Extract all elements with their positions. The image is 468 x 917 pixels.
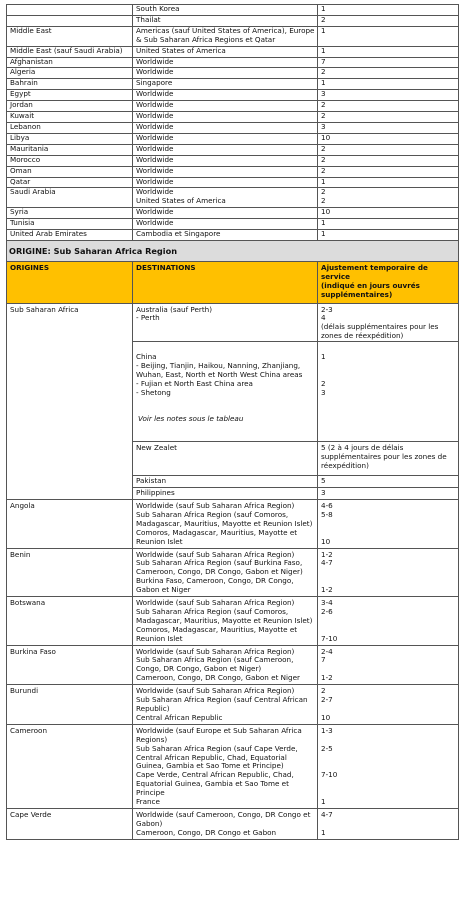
table-row xyxy=(7,57,459,68)
table-row xyxy=(7,15,459,26)
table-row xyxy=(7,122,459,133)
days-cell: 3-4 2-6 7-10 xyxy=(318,597,459,646)
destination-cell: United States of America xyxy=(133,46,318,57)
origin-cell: Botswana xyxy=(7,597,133,646)
destination-cell: Worldwide (sauf Cameroon, Congo, DR Congo et Gabon) Cameroon, Congo, DR Congo et Gabon xyxy=(133,808,318,839)
table-row xyxy=(7,230,459,241)
table-row xyxy=(7,808,459,839)
destination-cell: Worldwide xyxy=(133,90,318,101)
origin-cell: Libya xyxy=(7,133,133,144)
days-cell: 2 2 xyxy=(318,188,459,208)
china-destinations: China - Beijing, Tianjin, Haikou, Nanning, Zhanjiang, Wuhan, East, North et North West China areas - Fujian et North East China area - Shetong xyxy=(136,352,303,397)
days-cell: 1 xyxy=(318,46,459,57)
origin-cell: Benin xyxy=(7,548,133,597)
days-cell: 2 xyxy=(318,15,459,26)
table-row xyxy=(7,166,459,177)
days-cell: 10 xyxy=(318,208,459,219)
destination-cell: Worldwide xyxy=(133,219,318,230)
destination-cell: Thailat xyxy=(133,15,318,26)
table-row xyxy=(7,645,459,685)
destination-cell: Worldwide xyxy=(133,208,318,219)
destination-cell: Worldwide xyxy=(133,68,318,79)
destination-cell: Worldwide United States of America xyxy=(133,188,318,208)
table-row xyxy=(7,144,459,155)
header-destinations: DESTINATIONS xyxy=(133,261,318,303)
days-cell: 2 2-7 10 xyxy=(318,685,459,725)
origin-cell: Tunisia xyxy=(7,219,133,230)
days-cell: 2-3 4 (délais supplémentaires pour les zones de réexpédition) xyxy=(318,303,459,342)
origin-cell: Middle East xyxy=(7,26,133,46)
origin-cell: Egypt xyxy=(7,90,133,101)
header-adjustment: Ajustement temporaire de service (indiqué en jours ouvrés supplémentaires) xyxy=(318,261,459,303)
origin-cell: Morocco xyxy=(7,155,133,166)
origin-cell: Syria xyxy=(7,208,133,219)
origin-cell xyxy=(7,5,133,16)
table-row xyxy=(7,177,459,188)
table-row xyxy=(7,685,459,725)
days-cell: 5 (2 à 4 jours de délais supplémentaires pour les zones de réexpédition) xyxy=(318,442,459,476)
top-rows xyxy=(7,5,459,241)
days-cell: 1-2 4-7 1-2 xyxy=(318,548,459,597)
origin-cell: Qatar xyxy=(7,177,133,188)
origin-cell: Afghanistan xyxy=(7,57,133,68)
table-row xyxy=(7,303,459,342)
destination-cell: Worldwide (sauf Sub Saharan Africa Region) Sub Saharan Africa Region (sauf Comoros, Madagascar, Mauritius, Mayotte et Reunion Islet) Comoros, Madagascar, Mauritius, Mayotte et Reunion Islet xyxy=(133,597,318,646)
days-cell: 2 xyxy=(318,68,459,79)
destination-cell: Worldwide xyxy=(133,57,318,68)
table-row xyxy=(7,208,459,219)
days-cell: 1 xyxy=(318,219,459,230)
days-cell: 1 xyxy=(318,79,459,90)
origin-cell: Mauritania xyxy=(7,144,133,155)
origin-cell: Lebanon xyxy=(7,122,133,133)
destination-cell: Worldwide (sauf Sub Saharan Africa Region) Sub Saharan Africa Region (sauf Central African Republic) Central African Republic xyxy=(133,685,318,725)
table-row xyxy=(7,155,459,166)
destination-cell: Worldwide xyxy=(133,166,318,177)
table-row xyxy=(7,133,459,144)
table-row xyxy=(7,499,459,548)
origin-cell: Saudi Arabia xyxy=(7,188,133,208)
days-cell: 4-7 1 xyxy=(318,808,459,839)
table-row xyxy=(7,5,459,16)
days-cell: 1 xyxy=(318,26,459,46)
destination-cell: Cambodia et Singapore xyxy=(133,230,318,241)
destination-cell: Worldwide (sauf Sub Saharan Africa Region) Sub Saharan Africa Region (sauf Burkina Faso, Cameroon, Congo, DR Congo, Gabon et Niger) Burkina Faso, Cameroon, Congo, DR Congo, Gabon et Niger xyxy=(133,548,318,597)
destination-cell: Americas (sauf United States of America), Europe & Sub Saharan Africa Regions et Qatar xyxy=(133,26,318,46)
table-row xyxy=(7,101,459,112)
table-row xyxy=(7,724,459,808)
header-origins: ORIGINES xyxy=(7,261,133,303)
table-row xyxy=(7,597,459,646)
days-cell: 1 xyxy=(318,230,459,241)
table-row xyxy=(7,79,459,90)
origin-cell: Oman xyxy=(7,166,133,177)
origin-cell: Sub Saharan Africa xyxy=(7,303,133,499)
origin-cell: Middle East (sauf Saudi Arabia) xyxy=(7,46,133,57)
origin-cell: Burkina Faso xyxy=(7,645,133,685)
days-cell: 10 xyxy=(318,133,459,144)
origin-cell: Kuwait xyxy=(7,112,133,123)
days-cell: 1 2 3 xyxy=(318,342,459,442)
origin-cell: Cape Verde xyxy=(7,808,133,839)
origin-cell xyxy=(7,15,133,26)
destination-cell: Worldwide xyxy=(133,122,318,133)
days-cell: 2 xyxy=(318,155,459,166)
days-cell: 3 xyxy=(318,122,459,133)
origin-cell: Bahrain xyxy=(7,79,133,90)
section-title: ORIGINE: Sub Saharan Africa Region xyxy=(7,240,459,261)
destination-cell: Worldwide (sauf Europe et Sub Saharan Africa Regions) Sub Saharan Africa Region (sauf Cape Verde, Central African Republic, Chad, Equatorial Guinea, Gambia et Sao Tome et Principe) Cape Verde, Central African Republic, Chad, Equatorial Guinea, Gambia et Sao Tome et Principe France xyxy=(133,724,318,808)
days-cell: 2 xyxy=(318,101,459,112)
destination-cell: Worldwide xyxy=(133,133,318,144)
service-adjustment-table xyxy=(6,4,459,840)
days-cell: 2-4 7 1-2 xyxy=(318,645,459,685)
destination-cell: Worldwide xyxy=(133,155,318,166)
destination-cell: New Zealet xyxy=(133,442,318,476)
days-cell: 1 xyxy=(318,177,459,188)
destination-cell: Worldwide xyxy=(133,112,318,123)
table-row xyxy=(7,26,459,46)
destination-cell: Philippines xyxy=(133,488,318,500)
origin-cell: Cameroon xyxy=(7,724,133,808)
destination-cell xyxy=(133,342,318,442)
destination-cell: Worldwide (sauf Sub Saharan Africa Region) Sub Saharan Africa Region (sauf Cameroon, Congo, DR Congo, Gabon et Niger) Cameroon, Congo, DR Congo, Gabon et Niger xyxy=(133,645,318,685)
table-row xyxy=(7,219,459,230)
table-row xyxy=(7,188,459,208)
destination-cell: Worldwide xyxy=(133,177,318,188)
table-row xyxy=(7,46,459,57)
days-cell: 5 xyxy=(318,476,459,488)
country-rows xyxy=(7,499,459,839)
table-row xyxy=(7,112,459,123)
days-cell: 2 xyxy=(318,112,459,123)
days-cell: 2 xyxy=(318,166,459,177)
days-cell: 7 xyxy=(318,57,459,68)
table-note: Voir les notes sous le tableau xyxy=(138,413,244,423)
destination-cell: Worldwide xyxy=(133,144,318,155)
table-row xyxy=(7,68,459,79)
days-cell: 4-6 5-8 10 xyxy=(318,499,459,548)
section-sub-saharan-africa xyxy=(7,240,459,499)
days-cell: 3 xyxy=(318,90,459,101)
origin-cell: Jordan xyxy=(7,101,133,112)
days-cell: 1 xyxy=(318,5,459,16)
origin-cell: Burundi xyxy=(7,685,133,725)
header-row xyxy=(7,261,459,303)
destination-cell: South Korea xyxy=(133,5,318,16)
origin-cell: United Arab Emirates xyxy=(7,230,133,241)
destination-cell: Worldwide xyxy=(133,101,318,112)
destination-cell: Pakistan xyxy=(133,476,318,488)
destination-cell: Australia (sauf Perth) - Perth xyxy=(133,303,318,342)
origin-cell: Algeria xyxy=(7,68,133,79)
origin-cell: Angola xyxy=(7,499,133,548)
table-row xyxy=(7,90,459,101)
days-cell: 2 xyxy=(318,144,459,155)
days-cell: 1-3 2-5 7-10 1 xyxy=(318,724,459,808)
table-row xyxy=(7,548,459,597)
destination-cell: Singapore xyxy=(133,79,318,90)
days-cell: 3 xyxy=(318,488,459,500)
destination-cell: Worldwide (sauf Sub Saharan Africa Region) Sub Saharan Africa Region (sauf Comoros, Madagascar, Mauritius, Mayotte et Reunion Islet) Comoros, Madagascar, Mauritius, Mayotte et Reunion Islet xyxy=(133,499,318,548)
